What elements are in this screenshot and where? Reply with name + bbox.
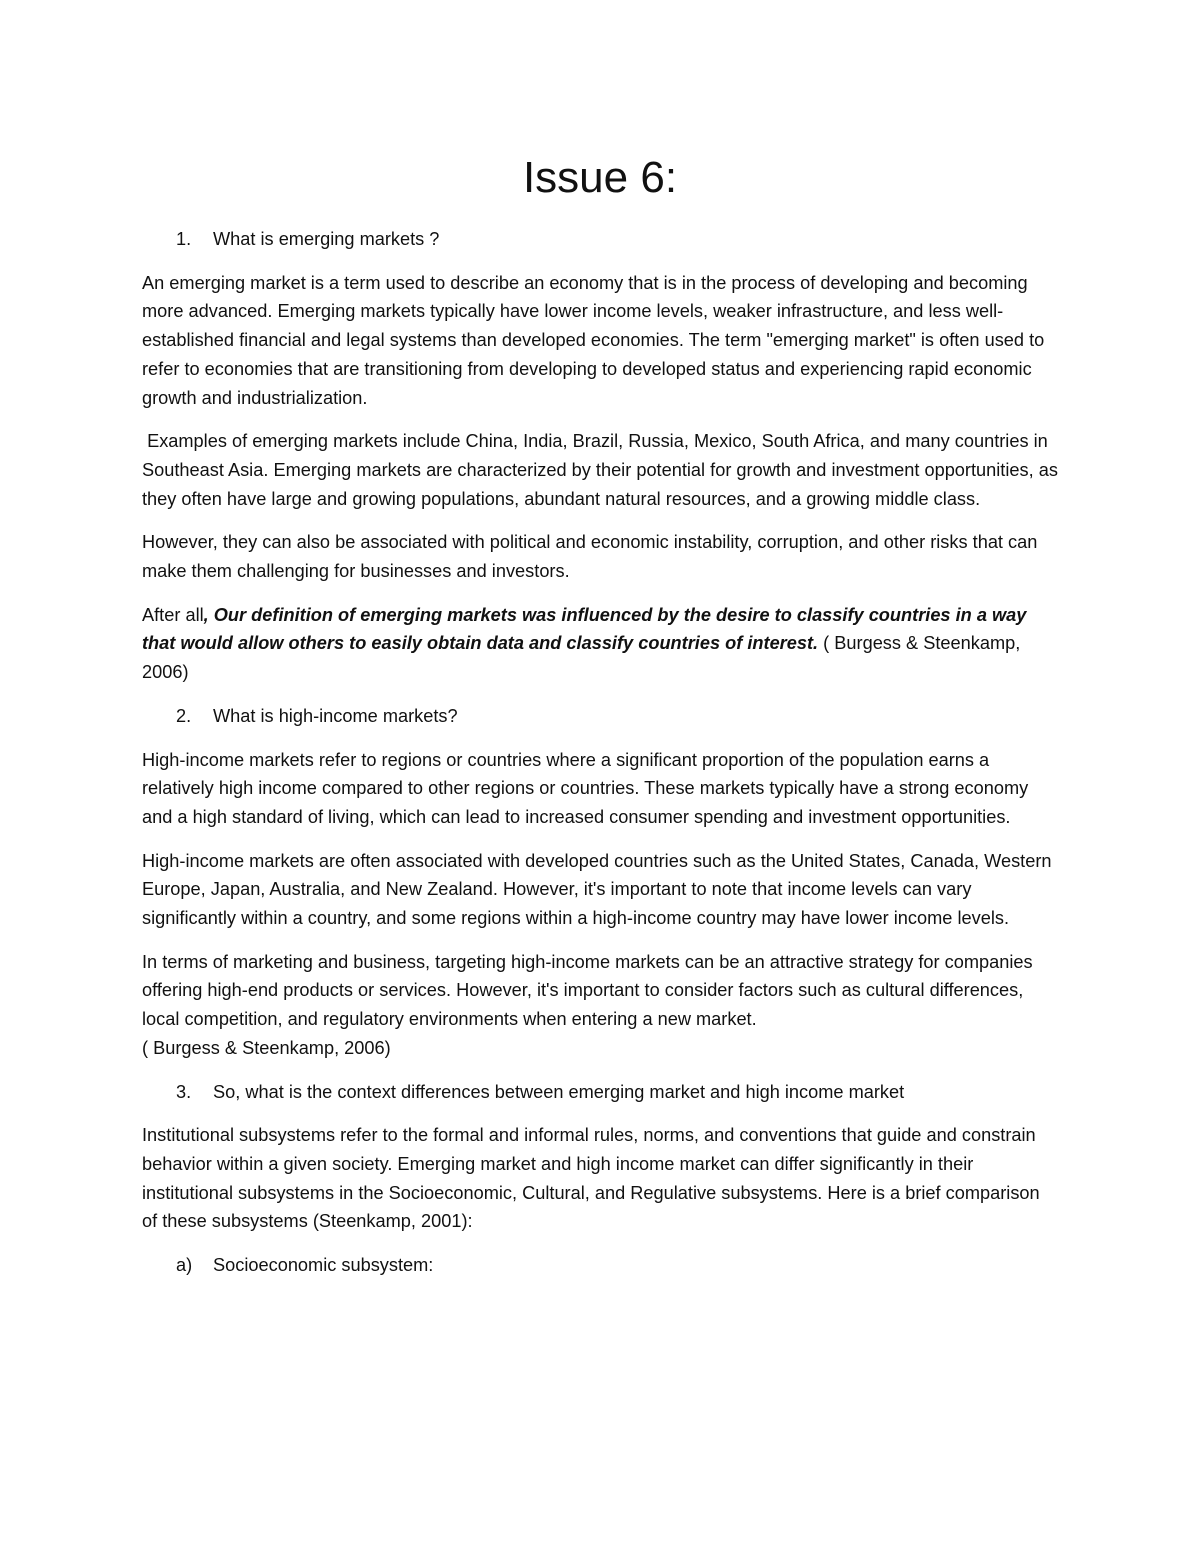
document-body: [142, 225, 1063, 1295]
paragraph-emerging-quote: [142, 601, 1058, 687]
question-2: [142, 702, 1058, 731]
subsection-letter: a): [176, 1255, 193, 1276]
document-title: Issue 6:: [522, 153, 678, 202]
subsection-text: Socioeconomic subsystem:: [213, 1255, 434, 1276]
question-1: [142, 225, 1058, 254]
quote-citation: ( Burgess & Steenkamp, 2006): [142, 633, 1026, 683]
paragraph-institutional-subsystems: Institutional subsystems refer to the formal and informal rules, norms, and conventions that guide and constrain behavior within a given society. Emerging market and high income market can differ significantly in their institutional subsystems in the Socioeconomic, Cultural, and Regulative subsystems. Here is a brief comparison of these subsystems (Steenkamp, 2001):: [142, 1125, 1040, 1232]
paragraph-high-income-marketing: [142, 948, 1058, 1063]
question-number: 1.: [176, 229, 192, 249]
paragraph-emerging-risks: However, they can also be associated with political and economic instability, corruption, and other risks that can make them challenging for businesses and investors.: [142, 532, 1038, 582]
paragraph-high-income-definition: High-income markets refer to regions or countries where a significant proportion of the population earns a relatively high income compared to other regions or countries. These markets typically have a strong economy and a high standard of living, which can lead to increased consumer spending and investment opportunities.: [142, 749, 1029, 827]
quote-emphasis: , Our definition of emerging markets was influenced by the desire to classify countries in a way that would allow others to easily obtain data and classify countries of interest.: [142, 604, 1027, 654]
question-text: What is high-income markets?: [213, 705, 458, 726]
question-text: So, what is the context differences between emerging market and high income market: [213, 1081, 905, 1102]
quote-lead: After all: [142, 604, 204, 625]
question-text: What is emerging markets ?: [213, 229, 440, 249]
paragraph-text: In terms of marketing and business, targeting high-income markets can be an attractive strategy for companies offering high-end products or services. However, it's important to consider factors such as cultural differences, local competition, and regulatory environments when entering a new market.: [142, 951, 1033, 1030]
question-number: 2.: [176, 705, 192, 726]
subsection-a: [142, 1251, 1058, 1280]
paragraph-citation: ( Burgess & Steenkamp, 2006): [142, 1037, 391, 1058]
question-3: [142, 1078, 1058, 1107]
question-number: 3.: [176, 1081, 192, 1102]
paragraph-emerging-definition: An emerging market is a term used to describe an economy that is in the process of developing and becoming more advanced. Emerging markets typically have lower income levels, weaker infrastructure, and less well-established financial and legal systems than developed economies. The term "emerging market" is often used to refer to economies that are transitioning from developing to developed status and experiencing rapid economic growth and industrialization.: [142, 272, 1045, 408]
paragraph-emerging-examples: Examples of emerging markets include China, India, Brazil, Russia, Mexico, South Africa, and many countries in Southeast Asia. Emerging markets are characterized by their potential for growth and investment opportunities, as they often have large and growing populations, abundant natural resources, and a growing middle class.: [142, 431, 1063, 509]
paragraph-high-income-examples: High-income markets are often associated with developed countries such as the United States, Canada, Western Europe, Japan, Australia, and New Zealand. However, it's important to note that income levels can vary significantly within a country, and some regions within a high-income country may have lower income levels.: [142, 850, 1052, 929]
